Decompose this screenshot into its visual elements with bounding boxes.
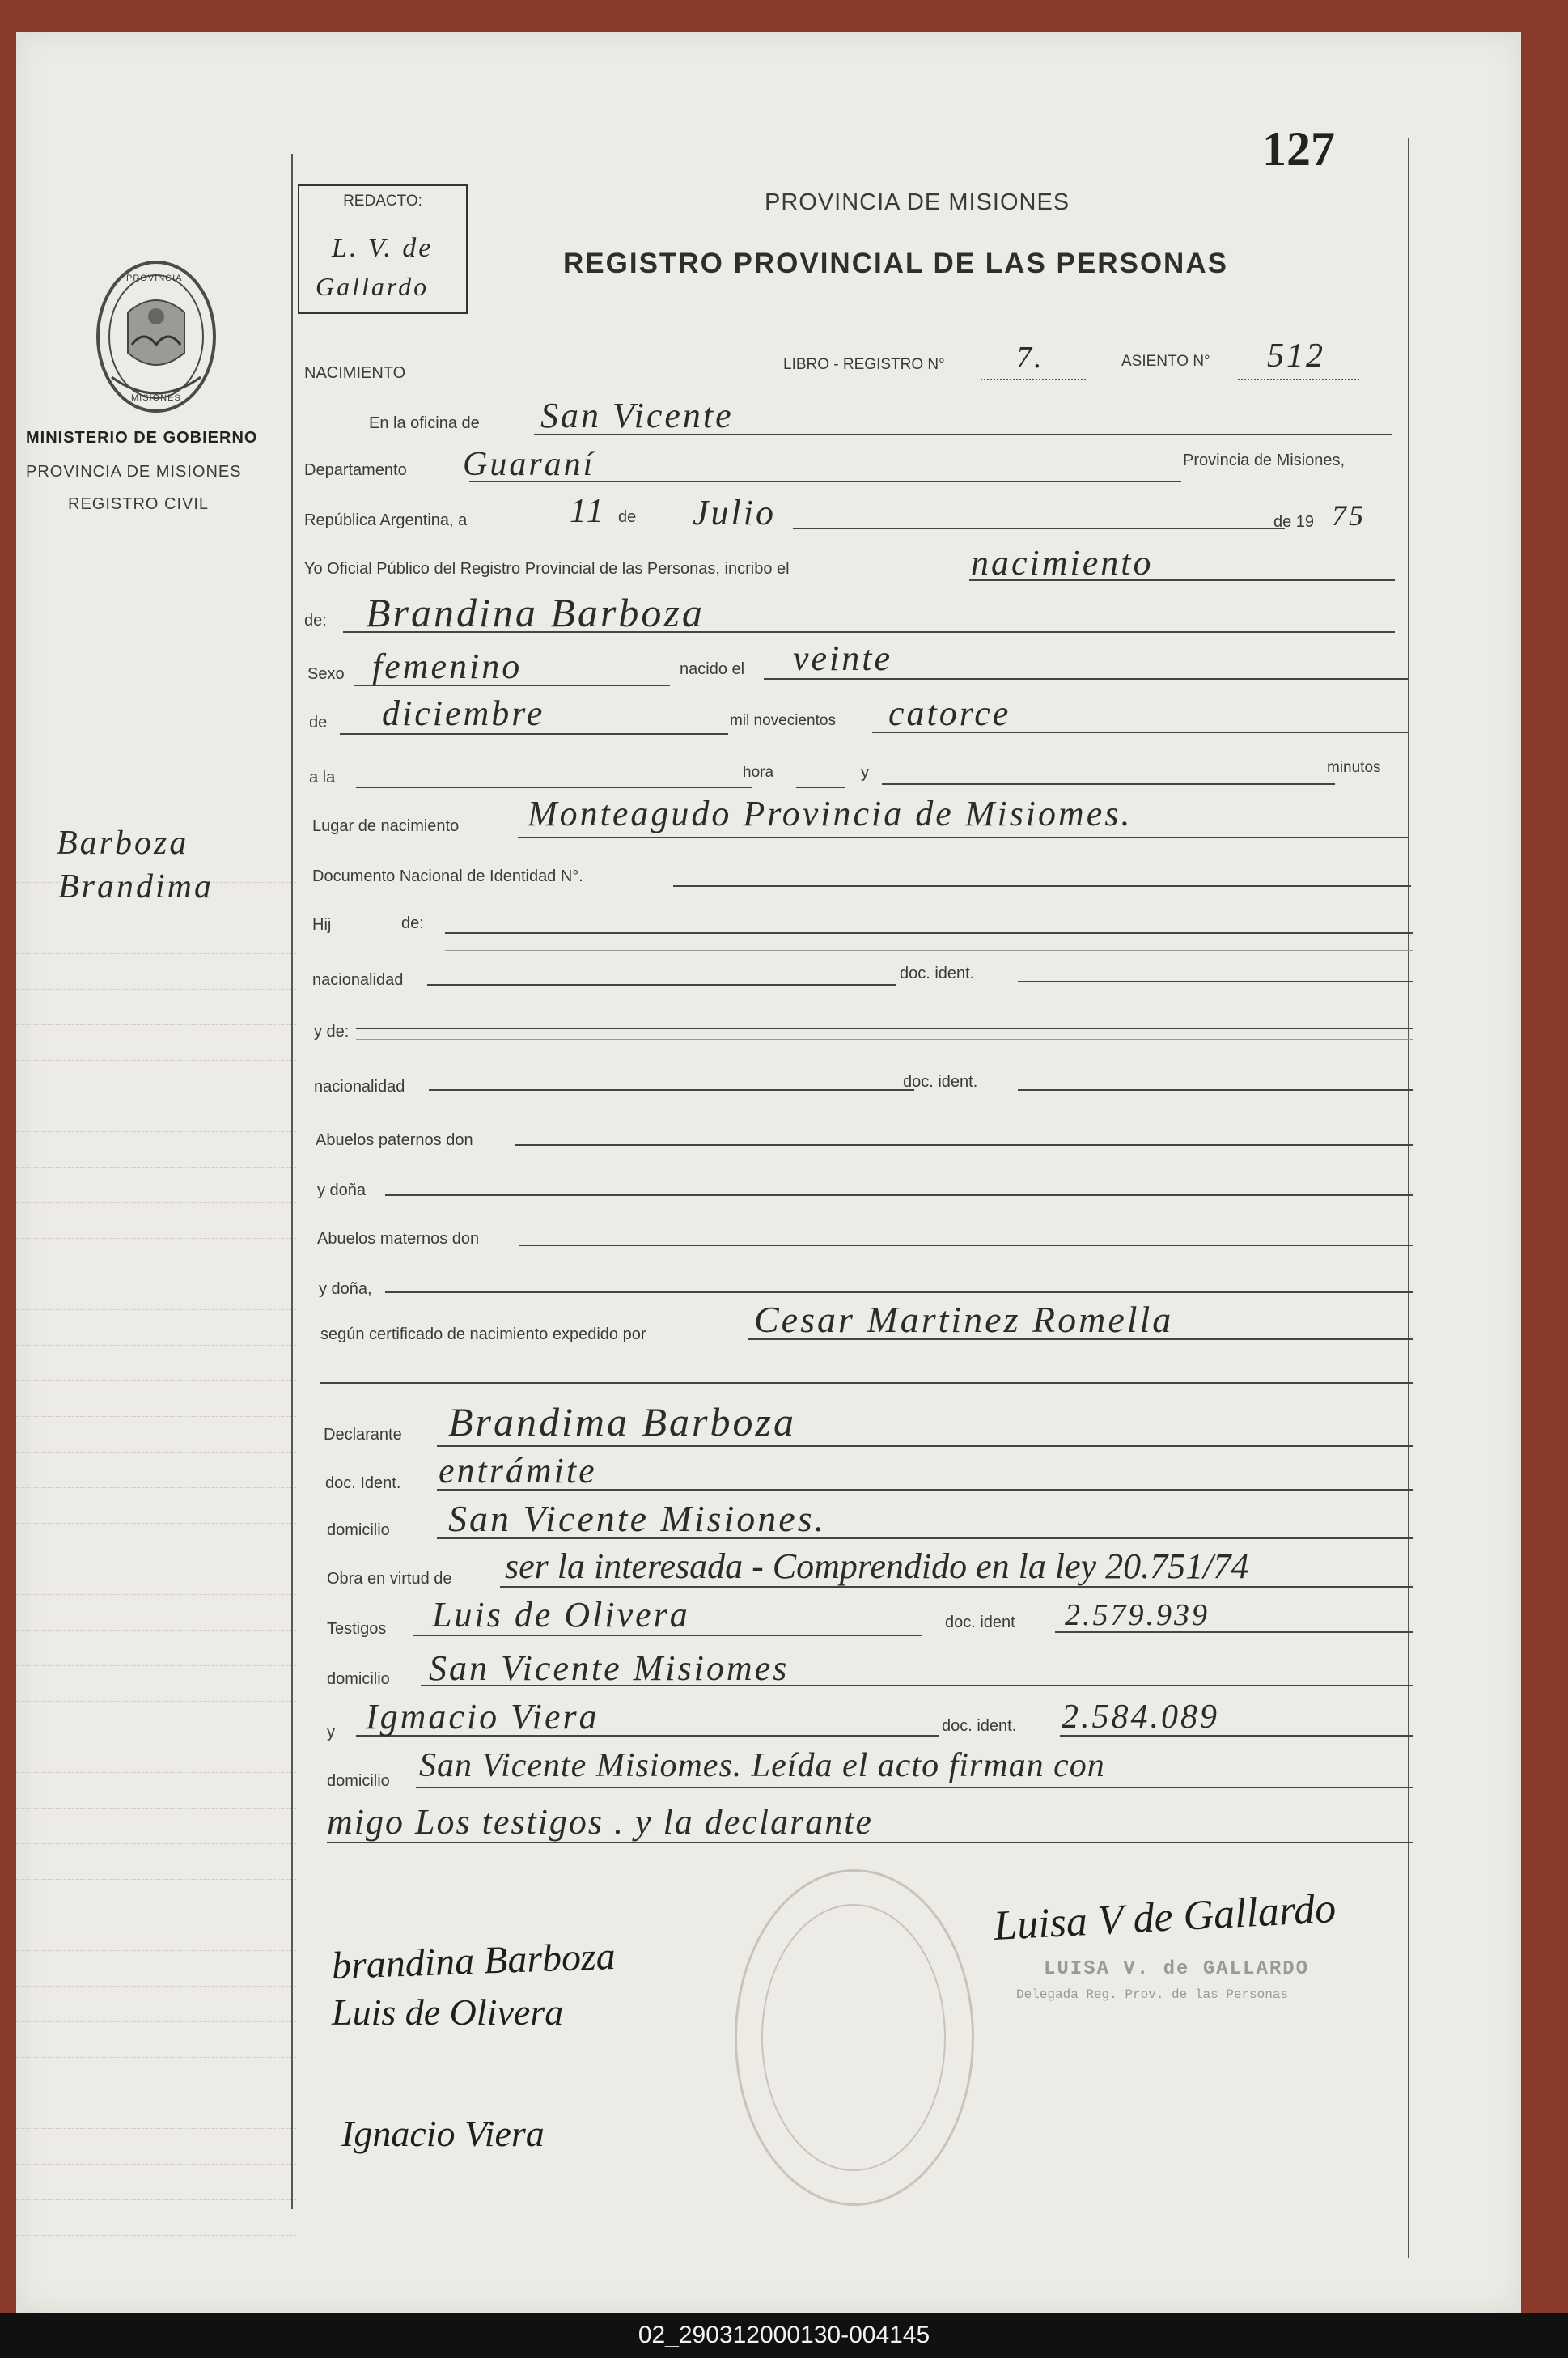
dni-label: Documento Nacional de Identidad N°. bbox=[312, 867, 583, 885]
frame-right-line bbox=[1408, 138, 1409, 2258]
redacto-value-line1: L. V. de bbox=[332, 233, 434, 263]
margin-rule-line bbox=[16, 1523, 296, 1524]
redacto-value-line2: Gallardo bbox=[316, 272, 430, 301]
testigo2-doc-value: 2.584.089 bbox=[1062, 1699, 1219, 1736]
official-signature: Luisa V de Gallardo bbox=[992, 1885, 1337, 1950]
domicilio-value: San Vicente Misiones. bbox=[448, 1498, 827, 1539]
y-de-line-2 bbox=[356, 1039, 1413, 1040]
sidebar-province: PROVINCIA DE MISIONES bbox=[26, 463, 242, 481]
certificado-label: según certificado de nacimiento expedido por bbox=[320, 1325, 646, 1343]
y-de-line bbox=[356, 1028, 1413, 1029]
inscribo-value: nacimiento bbox=[971, 543, 1154, 583]
margin-surname: Barboza bbox=[57, 825, 189, 862]
hij-line bbox=[445, 932, 1413, 934]
departamento-label: Departamento bbox=[304, 461, 407, 479]
official-stamp-title: Delegada Reg. Prov. de las Personas bbox=[1016, 1987, 1289, 2002]
y-dona2-line bbox=[385, 1291, 1413, 1293]
domicilio-label: domicilio bbox=[327, 1521, 390, 1539]
y-de-label: y de: bbox=[314, 1023, 350, 1041]
abuelos-maternos-line bbox=[519, 1245, 1413, 1246]
hij-label: Hij bbox=[312, 916, 332, 934]
nacionalidad-line bbox=[427, 984, 896, 986]
record-type-label: NACIMIENTO bbox=[304, 364, 406, 382]
sexo-value: femenino bbox=[372, 647, 523, 686]
abuelos-maternos-label: Abuelos maternos don bbox=[317, 1230, 480, 1248]
doc-ident5-label: doc. ident. bbox=[942, 1717, 1017, 1735]
y-label: y bbox=[861, 764, 869, 782]
image-code: 02_290312000130-004145 bbox=[638, 2322, 930, 2348]
dni-line bbox=[673, 885, 1411, 887]
libro-label: LIBRO - REGISTRO N° bbox=[783, 356, 945, 373]
testigo1-signature: Luis de Olivera bbox=[332, 1991, 564, 2033]
testigos-label: Testigos bbox=[327, 1620, 387, 1638]
redacto-label: REDACTO: bbox=[343, 193, 422, 210]
margin-rule-line bbox=[16, 2164, 296, 2165]
margin-rule-line bbox=[16, 1202, 296, 1203]
domicilio2-label: domicilio bbox=[327, 1670, 390, 1688]
declarante-signature: brandina Barboza bbox=[331, 1934, 617, 1988]
mes-value: Julio bbox=[693, 493, 776, 532]
sidebar-registry: REGISTRO CIVIL bbox=[68, 495, 210, 513]
hora-label: hora bbox=[743, 764, 774, 781]
declarante-line bbox=[437, 1445, 1413, 1447]
closing-value: migo Los testigos . y la declarante bbox=[327, 1802, 873, 1842]
doc-ident4-label: doc. ident bbox=[945, 1614, 1015, 1631]
oficial-statement-label: Yo Oficial Público del Registro Provincial de las Personas, incribo el bbox=[304, 560, 790, 578]
registry-rubber-stamp-inner bbox=[761, 1904, 946, 2171]
nacido-label: nacido el bbox=[680, 660, 745, 678]
margin-rule-line bbox=[16, 953, 296, 954]
registry-rubber-stamp bbox=[735, 1869, 974, 2206]
y2-label: y bbox=[327, 1724, 335, 1741]
asiento-label: ASIENTO N° bbox=[1121, 353, 1210, 370]
margin-rule-line bbox=[16, 1665, 296, 1666]
minutos-line bbox=[882, 783, 1335, 785]
departamento-value: Guaraní bbox=[463, 446, 595, 483]
certificado-line-2 bbox=[320, 1382, 1413, 1384]
doc-ident-label: doc. ident. bbox=[900, 965, 975, 982]
margin-rule-line bbox=[16, 1024, 296, 1025]
minutos-label: minutos bbox=[1327, 759, 1381, 776]
testigo2-value: Igmacio Viera bbox=[366, 1697, 600, 1737]
margin-rule-line bbox=[16, 1701, 296, 1702]
image-code-bar bbox=[0, 2313, 1568, 2358]
obra-label: Obra en virtud de bbox=[327, 1570, 452, 1588]
nacido-value: veinte bbox=[793, 638, 893, 678]
margin-rule-line bbox=[16, 1950, 296, 1951]
margin-rule-line bbox=[16, 2021, 296, 2022]
document-page bbox=[16, 32, 1521, 2313]
lugar-line bbox=[518, 837, 1409, 838]
provincial-seal bbox=[79, 256, 233, 418]
obra-value: ser la interesada - Comprendido en la ley 20.751/74 bbox=[505, 1546, 1249, 1586]
ministry-label: MINISTERIO DE GOBIERNO bbox=[26, 429, 258, 447]
y-dona-line bbox=[385, 1194, 1413, 1196]
margin-rule-line bbox=[16, 1416, 296, 1417]
testigo1-doc-value: 2.579.939 bbox=[1065, 1598, 1210, 1632]
mil-novecientos-label: mil novecientos bbox=[730, 712, 836, 729]
oficina-label: En la oficina de bbox=[369, 414, 480, 432]
province-heading: PROVINCIA DE MISIONES bbox=[765, 189, 1070, 215]
margin-given-name: Brandima bbox=[58, 868, 214, 905]
libro-value: 7. bbox=[1016, 341, 1045, 375]
margin-rule-line bbox=[16, 2235, 296, 2236]
lugar-value: Monteagudo Provincia de Misiomes. bbox=[528, 794, 1133, 833]
libro-line bbox=[981, 379, 1086, 380]
lugar-label: Lugar de nacimiento bbox=[312, 817, 460, 835]
nombre-value: Brandina Barboza bbox=[366, 590, 705, 635]
hij-de-label: de: bbox=[401, 914, 424, 932]
margin-rule-line bbox=[16, 2128, 296, 2129]
margin-rule-line bbox=[16, 1808, 296, 1809]
margin-rule-line bbox=[16, 1772, 296, 1773]
margin-rule-line bbox=[16, 1452, 296, 1453]
frame-left-line bbox=[291, 154, 293, 2209]
declarante-label: Declarante bbox=[324, 1426, 402, 1444]
dia-value: 11 bbox=[570, 493, 606, 530]
margin-rule-line bbox=[16, 1060, 296, 1061]
abuelos-paternos-label: Abuelos paternos don bbox=[316, 1131, 473, 1149]
nacionalidad2-line bbox=[429, 1089, 914, 1091]
margin-rule-line bbox=[16, 989, 296, 990]
hora-line bbox=[356, 787, 752, 788]
official-stamp-name: LUISA V. de GALLARDO bbox=[1044, 1958, 1310, 1980]
doc-ident3-value: entrámite bbox=[439, 1451, 597, 1491]
margin-rule-line bbox=[16, 1879, 296, 1880]
republica-label: República Argentina, a bbox=[304, 511, 468, 529]
margin-rule-line bbox=[16, 1594, 296, 1595]
hij-line-2 bbox=[445, 950, 1413, 951]
margin-rule-line bbox=[16, 1380, 296, 1381]
asiento-line bbox=[1238, 379, 1359, 380]
margin-rule-line bbox=[16, 1630, 296, 1631]
y-dona2-label: y doña, bbox=[319, 1280, 372, 1298]
de-label: de bbox=[618, 508, 637, 526]
mes-nac-value: diciembre bbox=[382, 693, 545, 733]
doc-ident2-label: doc. ident. bbox=[903, 1073, 978, 1091]
seal-top-text: PROVINCIA bbox=[126, 274, 183, 283]
margin-rule-line bbox=[16, 1131, 296, 1132]
provincia-misiones-label: Provincia de Misiones, bbox=[1183, 452, 1346, 469]
margin-rule-line bbox=[16, 2057, 296, 2058]
margin-rule-line bbox=[16, 1986, 296, 1987]
domicilio3-value: San Vicente Misiomes. Leída el acto firman con bbox=[419, 1747, 1105, 1784]
testigo1-value: Luis de Olivera bbox=[432, 1595, 690, 1635]
registry-title: REGISTRO PROVINCIAL DE LAS PERSONAS bbox=[563, 248, 1228, 279]
margin-rule-line bbox=[16, 1167, 296, 1168]
declarante-value: Brandima Barboza bbox=[448, 1399, 796, 1444]
certificado-value: Cesar Martinez Romella bbox=[754, 1299, 1174, 1340]
testigo2-signature: Ignacio Viera bbox=[341, 2113, 545, 2154]
margin-rule-line bbox=[16, 1238, 296, 1239]
abuelos-paternos-line bbox=[515, 1144, 1413, 1146]
de-mes-label: de bbox=[309, 714, 328, 732]
domicilio2-value: San Vicente Misiomes bbox=[429, 1648, 790, 1688]
asiento-value: 512 bbox=[1267, 337, 1325, 375]
hora-value-line bbox=[796, 787, 845, 788]
seal-bottom-text: MISIONES bbox=[131, 393, 181, 403]
doc-ident2-line bbox=[1018, 1089, 1413, 1091]
doc-ident3-label: doc. Ident. bbox=[325, 1474, 401, 1492]
anio-value: 75 bbox=[1332, 499, 1366, 532]
fecha-line bbox=[793, 528, 1285, 529]
margin-rule-line bbox=[16, 1487, 296, 1488]
redacto-box bbox=[298, 184, 468, 314]
margin-rule-line bbox=[16, 1309, 296, 1310]
page-number: 127 bbox=[1262, 122, 1335, 176]
y-dona-label: y doña bbox=[317, 1181, 367, 1199]
margin-rule-line bbox=[16, 1843, 296, 1844]
margin-rule-line bbox=[16, 1345, 296, 1346]
a-la-label: a la bbox=[309, 769, 336, 787]
anio-nac-value: catorce bbox=[888, 693, 1011, 733]
nacionalidad-label: nacionalidad bbox=[312, 971, 404, 989]
domicilio3-line bbox=[416, 1787, 1413, 1788]
oficina-value: San Vicente bbox=[540, 396, 734, 435]
domicilio3-label: domicilio bbox=[327, 1772, 390, 1790]
anio-label: de 19 bbox=[1273, 513, 1315, 531]
doc-ident-line bbox=[1018, 981, 1413, 982]
nacionalidad2-label: nacionalidad bbox=[314, 1078, 405, 1096]
margin-rule-line bbox=[16, 2199, 296, 2200]
sexo-label: Sexo bbox=[307, 665, 345, 683]
de-nombre-label: de: bbox=[304, 612, 327, 630]
